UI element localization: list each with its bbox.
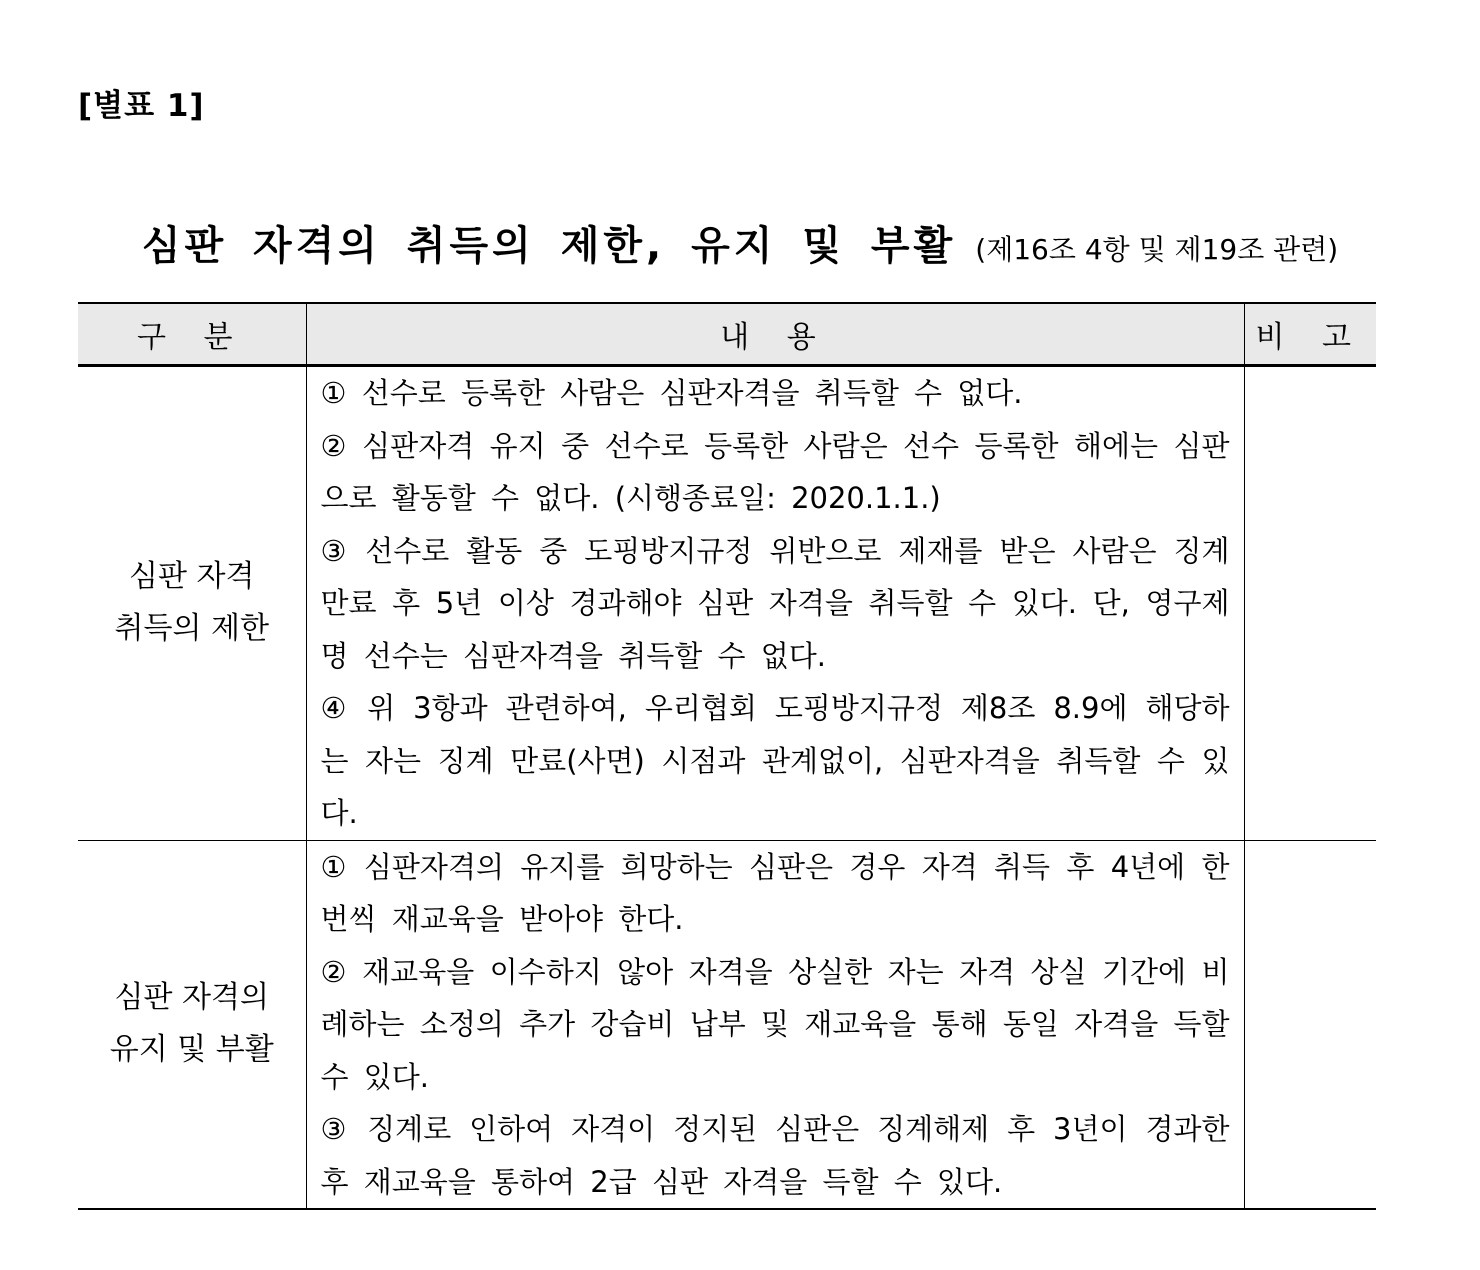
table-header-row	[78, 303, 1376, 366]
table-row	[78, 840, 1376, 1209]
content-item: ② 재교육을 이수하지 않아 자격을 상실한 자는 자격 상실 기간에 비례하는 소정의 추가 강습비 납부 및 재교육을 통해 동일 자격을 득할 수 있다.	[320, 954, 1230, 1094]
row-content	[306, 840, 1244, 1209]
title-main: 심판 자격의 취득의 제한, 유지 및 부활	[141, 223, 957, 269]
category-line: 유지 및 부활	[109, 1032, 274, 1068]
row-note	[1244, 366, 1376, 841]
content-item: ② 심판자격 유지 중 선수로 등록한 사람은 선수 등록한 해에는 심판으로 활동할 수 없다. (시행종료일: 2020.1.1.)	[320, 428, 1230, 515]
category-line: 심판 자격의	[114, 980, 269, 1016]
content-item: ① 선수로 등록한 사람은 심판자격을 취득할 수 없다.	[320, 376, 1023, 410]
annex-label: [별표 1]	[78, 88, 205, 124]
title-subtitle: (제16조 4항 및 제19조 관련)	[975, 233, 1339, 266]
header-content: 내 용	[306, 303, 1244, 366]
content-item: ③ 선수로 활동 중 도핑방지규정 위반으로 제재를 받은 사람은 징계 만료 후 5년 이상 경과해야 심판 자격을 취득할 수 있다. 단, 영구제명 선수는 심판자격을 취득할 수 없다.	[320, 533, 1230, 673]
header-note: 비 고	[1244, 303, 1376, 366]
row-note	[1244, 840, 1376, 1209]
content-item: ① 심판자격의 유지를 희망하는 심판은 경우 자격 취득 후 4년에 한 번씩 재교육을 받아야 한다.	[320, 849, 1230, 936]
content-item: ③ 징계로 인하여 자격이 정지된 심판은 징계해제 후 3년이 경과한 후 재교육을 통하여 2급 심판 자격을 득할 수 있다.	[320, 1112, 1230, 1199]
row-content	[306, 366, 1244, 841]
row-category	[78, 366, 306, 841]
document-title	[0, 214, 1480, 271]
annex-table	[78, 302, 1376, 1210]
content-item: ④ 위 3항과 관련하여, 우리협회 도핑방지규정 제8조 8.9에 해당하는 자는 징계 만료(사면) 시점과 관계없이, 심판자격을 취득할 수 있다.	[320, 691, 1230, 830]
category-line: 심판 자격	[129, 559, 255, 595]
category-line: 취득의 제한	[114, 611, 269, 647]
table-row	[78, 366, 1376, 841]
row-category	[78, 840, 306, 1209]
header-category: 구 분	[78, 303, 306, 366]
